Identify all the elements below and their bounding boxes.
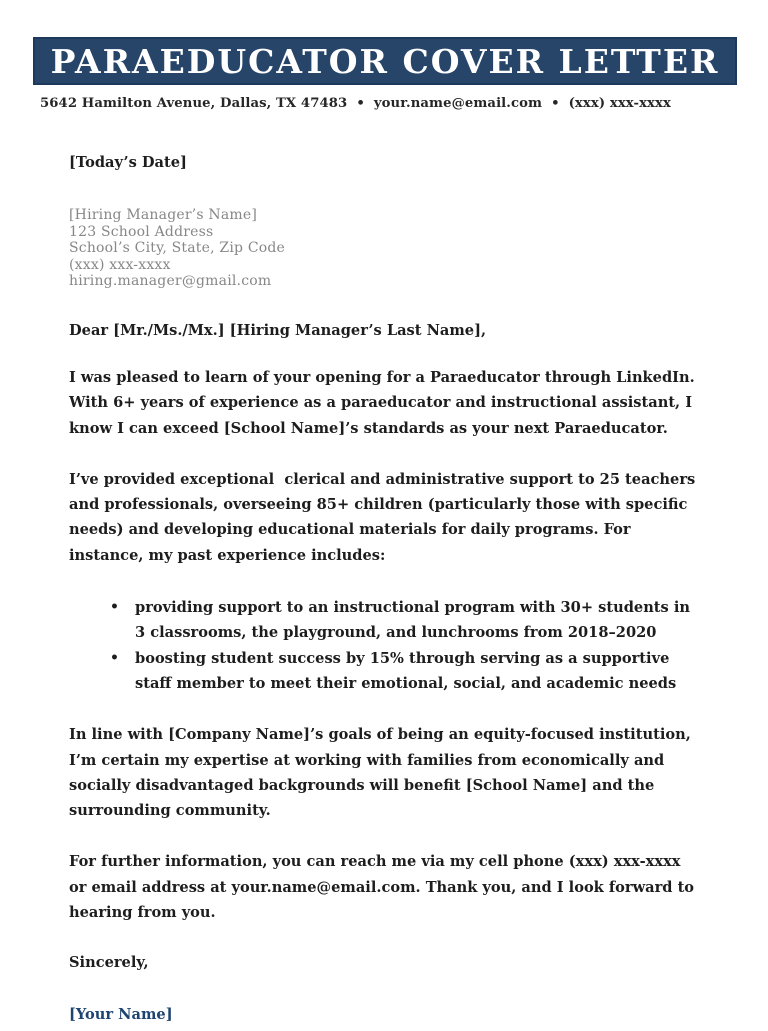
separator-dot: •: [356, 96, 365, 111]
letter-title-banner: [33, 37, 737, 85]
date-placeholder: [Today’s Date]: [69, 154, 187, 171]
sender-contact-line: [40, 96, 768, 111]
recipient-name: [Hiring Manager’s Name]: [69, 207, 258, 223]
recipient-email: hiring.manager@gmail.com: [69, 273, 272, 290]
recipient-street: 123 School Address: [69, 223, 214, 240]
experience-bullet-list: [69, 595, 702, 696]
separator-dot: •: [551, 96, 560, 111]
recipient-block: [69, 207, 702, 290]
closing-salutation: Sincerely,: [69, 954, 149, 972]
paragraph-equity: In line with [Company Name]’s goals of being an equity-focused institution, I’m certain my expertise at working with families from economically and socially disadvantaged backgrounds will benefit [School Name] and the surrounding community.: [69, 726, 696, 820]
sender-address: 5642 Hamilton Avenue, Dallas, TX 47483: [40, 96, 348, 111]
paragraph-contact-info: For further information, you can reach me via my cell phone (xxx) xxx-xxxx or email address at your.name@email.com. Thank you, and I look forward to hearing from you.: [69, 853, 700, 922]
recipient-city-line: School’s City, State, Zip Code: [69, 240, 286, 257]
paragraph-opening: I was pleased to learn of your opening for a Paraeducator through LinkedIn. With 6+ years of experience as a paraeducator and instructional assistant, I know I can exceed [School Name]’s standards as your next Paraeducator.: [69, 368, 700, 437]
bullet-item: • boosting student success by 15% through serving as a supportive staff member to meet their emotional, social, and academic needs: [110, 646, 702, 697]
bullet-item: • providing support to an instructional program with 30+ students in 3 classrooms, the playground, and lunchrooms from 2018–2020: [110, 595, 702, 646]
recipient-phone: (xxx) xxx-xxxx: [69, 256, 171, 273]
sender-email: your.name@email.com: [373, 96, 543, 111]
letter-body: [69, 154, 702, 1023]
sender-phone: (xxx) xxx-xxxx: [568, 96, 671, 111]
letter-title: PARAEDUCATOR COVER LETTER: [50, 41, 720, 81]
salutation: Dear [Mr./Ms./Mx.] [Hiring Manager’s Last Name],: [69, 321, 487, 339]
signature-name-placeholder: [Your Name]: [69, 1006, 173, 1024]
cover-letter-page: [0, 37, 768, 1031]
paragraph-experience: I’ve provided exceptional clerical and administrative support to 25 teachers and professionals, overseeing 85+ children (particularly those with specific needs) and developing educational materials for daily programs. For instance, my past experience includes:: [69, 470, 701, 564]
